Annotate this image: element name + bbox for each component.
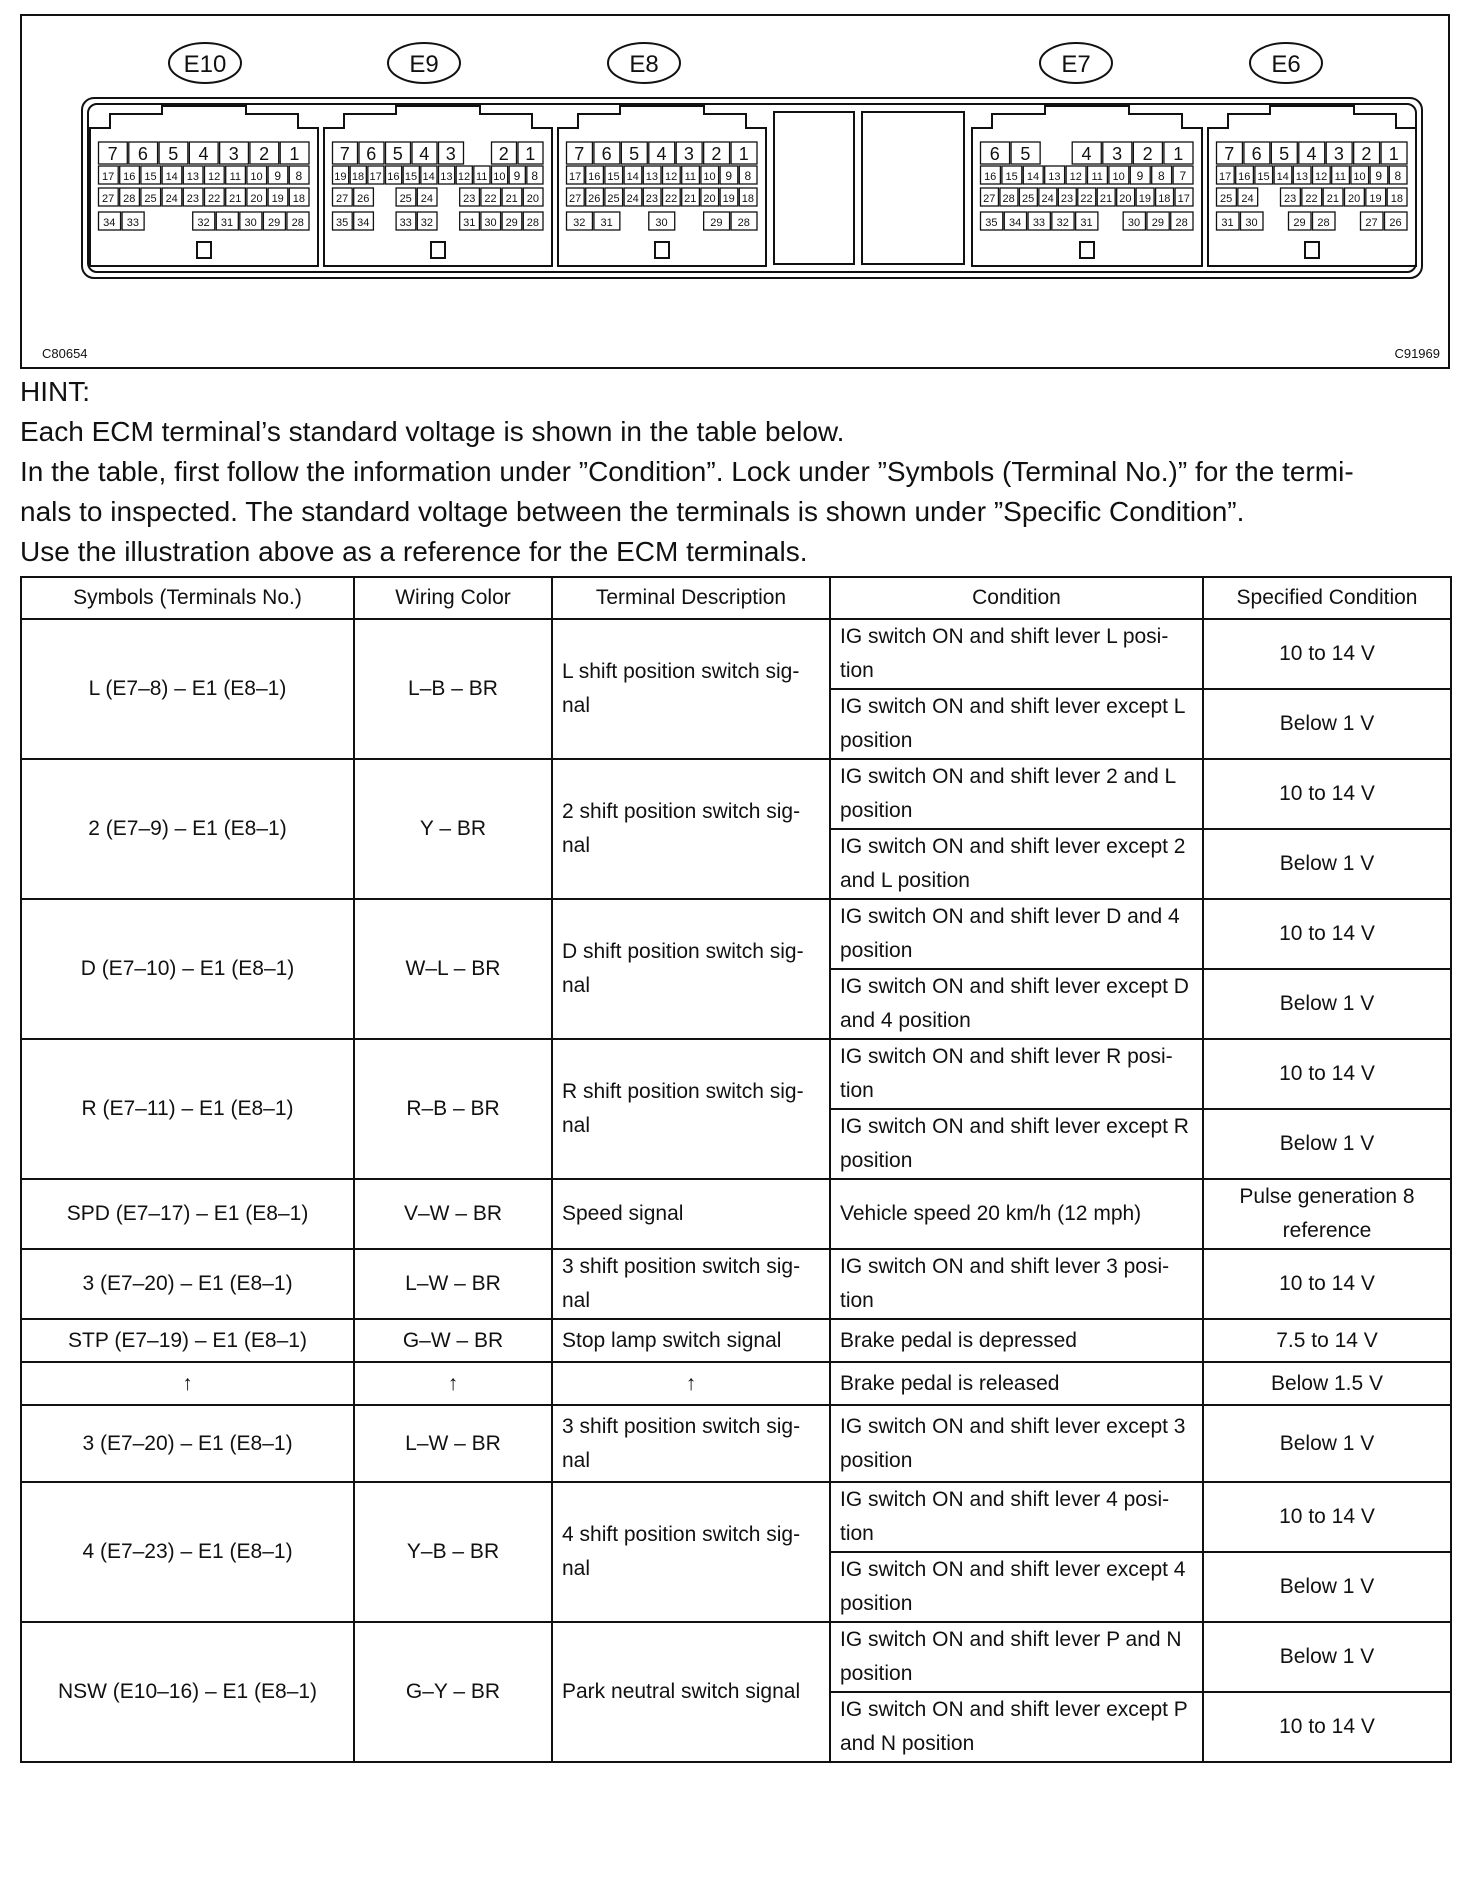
terminal-number: 32 [573,217,586,229]
terminal-number: 35 [985,217,998,229]
connector-label: E6 [1271,51,1301,78]
terminal-number: 24 [165,193,178,205]
ecm-terminal-table [20,576,1452,1763]
wiring-cell: L–B – BR [354,619,552,759]
terminal-number: 10 [1112,171,1125,183]
table-row [21,1039,1451,1109]
condition-cell: IG switch ON and shift lever 2 and L position [830,759,1203,829]
terminal-number: 14 [422,171,435,183]
connector-latch [431,242,445,258]
symbol-cell: 3 (E7–20) – E1 (E8–1) [21,1405,354,1482]
terminal-number: 18 [1158,193,1171,205]
terminal-number: 28 [1175,217,1188,229]
terminal-number: 12 [457,171,471,183]
terminal-number: 19 [1138,193,1151,205]
table-row [21,619,1451,689]
specified-cell: Below 1 V [1203,969,1451,1039]
wiring-cell: Y – BR [354,759,552,899]
terminal-number: 32 [1056,217,1069,229]
terminal-number: 29 [1293,217,1306,229]
terminal-number: 5 [1020,144,1031,164]
terminal-number: 4 [1081,144,1092,164]
symbol-cell: ↑ [21,1362,354,1405]
description-cell: L shift position switch sig-nal [552,619,830,759]
terminal-number: 13 [440,171,453,183]
description-cell: ↑ [552,1362,830,1405]
terminal-number: 10 [703,171,716,183]
specified-cell: Below 1.5 V [1203,1362,1451,1405]
terminal-number: 2 [1361,144,1372,164]
hint-line-2: In the table, first follow the information under ”Condition”. Lock under ”Symbols (Terminal No.)” for the termi- [20,456,1354,487]
terminal-number: 26 [588,193,601,205]
specified-cell: Below 1 V [1203,1109,1451,1179]
condition-cell: Vehicle speed 20 km/h (12 mph) [830,1179,1203,1249]
connector-label: E9 [409,51,439,78]
terminal-number: 18 [741,193,755,205]
terminal-number: 22 [1305,193,1318,205]
terminal-number: 5 [168,144,179,164]
table-row [21,1622,1451,1692]
terminal-number: 2 [498,144,509,164]
terminal-number: 17 [568,171,582,183]
symbol-cell: R (E7–11) – E1 (E8–1) [21,1039,354,1179]
terminal-number: 34 [103,217,116,229]
terminal-number: 17 [101,171,115,183]
condition-cell: IG switch ON and shift lever except 3 position [830,1405,1203,1482]
terminal-number: 6 [1251,144,1262,164]
terminal-number: 32 [197,217,210,229]
wiring-cell: G–Y – BR [354,1622,552,1762]
empty-slot [774,112,854,264]
terminal-number: 18 [292,193,306,205]
terminal-number: 4 [198,144,209,164]
wiring-cell: L–W – BR [354,1405,552,1482]
terminal-number: 2 [711,144,722,164]
terminal-number: 28 [737,217,750,229]
terminal-number: 11 [1334,171,1347,183]
condition-cell: IG switch ON and shift lever 3 posi-tion [830,1249,1203,1319]
specified-cell: 7.5 to 14 V [1203,1319,1451,1362]
terminal-number: 18 [1390,193,1403,205]
condition-cell: IG switch ON and shift lever P and N position [830,1622,1203,1692]
specified-cell: 10 to 14 V [1203,619,1451,689]
terminal-number: 10 [1353,171,1366,183]
condition-cell: Brake pedal is depressed [830,1319,1203,1362]
terminal-number: 26 [357,193,370,205]
terminal-number: 6 [601,144,612,164]
terminal-number: 32 [420,217,434,229]
terminal-number: 12 [1069,171,1082,183]
condition-cell: IG switch ON and shift lever except P and N position [830,1692,1203,1762]
specified-cell: Pulse generation 8 reference [1203,1179,1451,1249]
terminal-number: 10 [250,171,263,183]
terminal-number: 22 [207,193,221,205]
terminal-number: 4 [656,144,667,164]
symbol-cell: 2 (E7–9) – E1 (E8–1) [21,759,354,899]
terminal-number: 33 [1032,217,1046,229]
terminal-number: 24 [420,193,434,205]
hint-line-3: nals to inspected. The standard voltage between the terminals is shown under ”Specific Condition”. [20,496,1245,527]
terminal-number: 15 [404,171,418,183]
terminal-number: 13 [1295,171,1309,183]
terminal-number: 13 [186,171,200,183]
terminal-number: 13 [1048,171,1061,183]
terminal-number: 3 [683,144,694,164]
terminal-number: 23 [1284,193,1297,205]
symbol-cell: L (E7–8) – E1 (E8–1) [21,619,354,759]
header-specified-condition: Specified Condition [1203,577,1451,619]
terminal-number: 33 [126,217,139,229]
terminal-number: 23 [463,193,476,205]
condition-cell: IG switch ON and shift lever except R position [830,1109,1203,1179]
table-row [21,899,1451,969]
terminal-number: 29 [268,217,281,229]
terminal-number: 9 [513,169,521,183]
wiring-cell: G–W – BR [354,1319,552,1362]
terminal-number: 24 [1241,193,1254,205]
terminal-number: 6 [137,144,148,164]
terminal-number: 17 [1177,193,1190,205]
terminal-number: 28 [123,193,136,205]
terminal-number: 1 [738,144,749,164]
terminal-number: 9 [1375,169,1383,183]
terminal-number: 25 [399,193,412,205]
terminal-number: 14 [1026,171,1040,183]
terminal-number: 22 [664,193,678,205]
terminal-number: 25 [607,193,620,205]
terminal-number: 7 [339,144,350,164]
specified-cell: 10 to 14 V [1203,1039,1451,1109]
wiring-cell: R–B – BR [354,1039,552,1179]
specified-cell: 10 to 14 V [1203,1692,1451,1762]
terminal-number: 17 [369,171,382,183]
terminal-number: 12 [664,171,678,183]
terminal-number: 12 [1314,171,1328,183]
symbol-cell: NSW (E10–16) – E1 (E8–1) [21,1622,354,1762]
ecm-connector-illustration [20,14,1450,369]
table-row [21,1482,1451,1552]
terminal-number: 14 [165,171,178,183]
connector-diagram [22,16,1448,367]
condition-cell: IG switch ON and shift lever 4 posi-tion [830,1482,1203,1552]
symbol-cell: 3 (E7–20) – E1 (E8–1) [21,1249,354,1319]
terminal-number: 14 [626,171,639,183]
wiring-cell: V–W – BR [354,1179,552,1249]
terminal-number: 29 [710,217,723,229]
terminal-number: 8 [1394,169,1402,183]
terminal-number: 15 [607,171,620,183]
condition-cell: IG switch ON and shift lever D and 4 position [830,899,1203,969]
connector-latch [197,242,211,258]
condition-cell: IG switch ON and shift lever except 2 and L position [830,829,1203,899]
terminal-number: 27 [335,193,349,205]
terminal-number: 28 [526,217,540,229]
table-header-row [21,577,1451,619]
table-row [21,1319,1451,1362]
terminal-number: 27 [101,193,115,205]
condition-cell: IG switch ON and shift lever except 4 position [830,1552,1203,1622]
terminal-number: 16 [1238,171,1251,183]
specified-cell: Below 1 V [1203,1622,1451,1692]
terminal-number: 21 [1326,193,1339,205]
condition-cell: IG switch ON and shift lever except D and 4 position [830,969,1203,1039]
terminal-number: 28 [291,217,304,229]
terminal-number: 12 [207,171,221,183]
condition-cell: IG switch ON and shift lever R posi-tion [830,1039,1203,1109]
terminal-number: 15 [144,171,157,183]
description-cell: 3 shift position switch sig-nal [552,1249,830,1319]
terminal-number: 1 [1388,144,1399,164]
terminal-number: 25 [1022,193,1035,205]
specified-cell: Below 1 V [1203,829,1451,899]
terminal-number: 20 [250,193,263,205]
specified-cell: 10 to 14 V [1203,1482,1451,1552]
terminal-number: 31 [600,217,613,229]
empty-slot [862,112,964,264]
terminal-number: 16 [588,171,601,183]
hint-title: HINT: [20,376,90,407]
terminal-number: 1 [1173,144,1184,164]
terminal-number: 16 [387,171,400,183]
wiring-cell: Y–B – BR [354,1482,552,1622]
terminal-number: 8 [295,169,303,183]
table-row [21,1362,1451,1405]
terminal-number: 25 [144,193,157,205]
description-cell: Speed signal [552,1179,830,1249]
terminal-number: 3 [228,144,239,164]
terminal-number: 31 [1221,217,1234,229]
terminal-number: 33 [399,217,412,229]
table-row [21,1249,1451,1319]
terminal-number: 28 [1002,193,1015,205]
terminal-number: 30 [655,217,668,229]
connector-latch [655,242,669,258]
terminal-number: 7 [1179,169,1187,183]
wiring-cell: ↑ [354,1362,552,1405]
description-cell: Park neutral switch signal [552,1622,830,1762]
terminal-number: 27 [1365,217,1378,229]
table-row [21,1405,1451,1482]
description-cell: 2 shift position switch sig-nal [552,759,830,899]
terminal-number: 5 [629,144,640,164]
terminal-number: 10 [493,171,506,183]
terminal-number: 23 [1060,193,1074,205]
header-condition: Condition [830,577,1203,619]
terminal-number: 15 [1257,171,1270,183]
terminal-number: 5 [1279,144,1290,164]
condition-cell: IG switch ON and shift lever except L position [830,689,1203,759]
terminal-number: 3 [445,144,456,164]
symbol-cell: SPD (E7–17) – E1 (E8–1) [21,1179,354,1249]
terminal-number: 7 [574,144,585,164]
terminal-number: 2 [259,144,270,164]
terminal-number: 1 [525,144,536,164]
terminal-number: 34 [357,217,370,229]
connector-latch [1080,242,1094,258]
terminal-number: 35 [335,217,349,229]
terminal-number: 11 [1091,171,1103,183]
terminal-number: 31 [463,217,476,229]
terminal-number: 30 [484,217,497,229]
terminal-number: 23 [645,193,659,205]
terminal-number: 29 [505,217,518,229]
terminal-number: 7 [107,144,118,164]
terminal-number: 6 [366,144,377,164]
terminal-number: 7 [1224,144,1235,164]
description-cell: 4 shift position switch sig-nal [552,1482,830,1622]
terminal-number: 22 [1080,193,1093,205]
terminal-number: 9 [274,169,282,183]
terminal-number: 19 [722,193,735,205]
terminal-number: 24 [1041,193,1054,205]
terminal-number: 30 [244,217,257,229]
terminal-number: 3 [1333,144,1344,164]
illustration-code-left: C80654 [42,346,88,361]
connector-label: E10 [183,51,227,78]
connector-latch [1305,242,1319,258]
terminal-number: 16 [984,171,997,183]
terminal-number: 4 [419,144,430,164]
terminal-number: 17 [1218,171,1232,183]
terminal-number: 1 [289,144,300,164]
specified-cell: Below 1 V [1203,1552,1451,1622]
terminal-number: 21 [229,193,242,205]
wiring-cell: W–L – BR [354,899,552,1039]
terminal-number: 2 [1142,144,1153,164]
specified-cell: 10 to 14 V [1203,899,1451,969]
terminal-number: 21 [1099,193,1113,205]
terminal-number: 31 [1080,217,1093,229]
wiring-cell: L–W – BR [354,1249,552,1319]
description-cell: Stop lamp switch signal [552,1319,830,1362]
terminal-number: 18 [351,171,365,183]
connector-label: E7 [1061,51,1091,78]
terminal-number: 29 [1151,217,1164,229]
terminal-number: 24 [626,193,639,205]
terminal-number: 4 [1306,144,1317,164]
hint-line-1: Each ECM terminal’s standard voltage is shown in the table below. [20,416,845,447]
terminal-number: 21 [505,193,518,205]
terminal-number: 20 [703,193,716,205]
hint-section [20,372,1450,572]
terminal-number: 19 [334,171,347,183]
terminal-number: 34 [1009,217,1022,229]
terminal-number: 23 [186,193,200,205]
table-row [21,1179,1451,1249]
table-row [21,759,1451,829]
terminal-number: 15 [1005,171,1018,183]
symbol-cell: STP (E7–19) – E1 (E8–1) [21,1319,354,1362]
terminal-number: 13 [645,171,659,183]
header-symbols: Symbols (Terminals No.) [21,577,354,619]
terminal-number: 8 [1158,169,1165,183]
hint-line-4: Use the illustration above as a reference for the ECM terminals. [20,536,808,567]
terminal-number: 30 [1127,217,1141,229]
specified-cell: Below 1 V [1203,689,1451,759]
terminal-number: 6 [989,144,1000,164]
terminal-number: 26 [1389,217,1402,229]
terminal-number: 20 [1119,193,1132,205]
description-cell: R shift position switch sig-nal [552,1039,830,1179]
condition-cell: Brake pedal is released [830,1362,1203,1405]
terminal-number: 21 [684,193,697,205]
terminal-number: 27 [983,193,996,205]
illustration-code-right: C91969 [1394,346,1440,361]
specified-cell: Below 1 V [1203,1405,1451,1482]
terminal-number: 5 [392,144,403,164]
terminal-number: 14 [1276,171,1289,183]
terminal-number: 19 [1369,193,1382,205]
description-cell: D shift position switch sig-nal [552,899,830,1039]
terminal-number: 3 [1112,144,1123,164]
terminal-number: 11 [475,171,488,183]
description-cell: 3 shift position switch sig-nal [552,1405,830,1482]
terminal-number: 8 [744,169,752,183]
terminal-number: 11 [684,171,697,183]
terminal-number: 8 [531,169,539,183]
terminal-number: 20 [1348,193,1361,205]
terminal-number: 9 [725,169,733,183]
terminal-number: 30 [1245,217,1258,229]
specified-cell: 10 to 14 V [1203,1249,1451,1319]
condition-cell: IG switch ON and shift lever L posi-tion [830,619,1203,689]
terminal-number: 20 [526,193,540,205]
header-terminal-description: Terminal Description [552,577,830,619]
connector-label: E8 [629,51,659,78]
terminal-number: 25 [1220,193,1233,205]
header-wiring-color: Wiring Color [354,577,552,619]
symbol-cell: D (E7–10) – E1 (E8–1) [21,899,354,1039]
terminal-number: 11 [229,171,242,183]
terminal-number: 16 [123,171,136,183]
terminal-number: 22 [484,193,497,205]
specified-cell: 10 to 14 V [1203,759,1451,829]
terminal-number: 19 [271,193,284,205]
terminal-number: 9 [1136,169,1144,183]
terminal-number: 31 [220,217,234,229]
symbol-cell: 4 (E7–23) – E1 (E8–1) [21,1482,354,1622]
terminal-number: 27 [568,193,582,205]
terminal-number: 28 [1317,217,1330,229]
